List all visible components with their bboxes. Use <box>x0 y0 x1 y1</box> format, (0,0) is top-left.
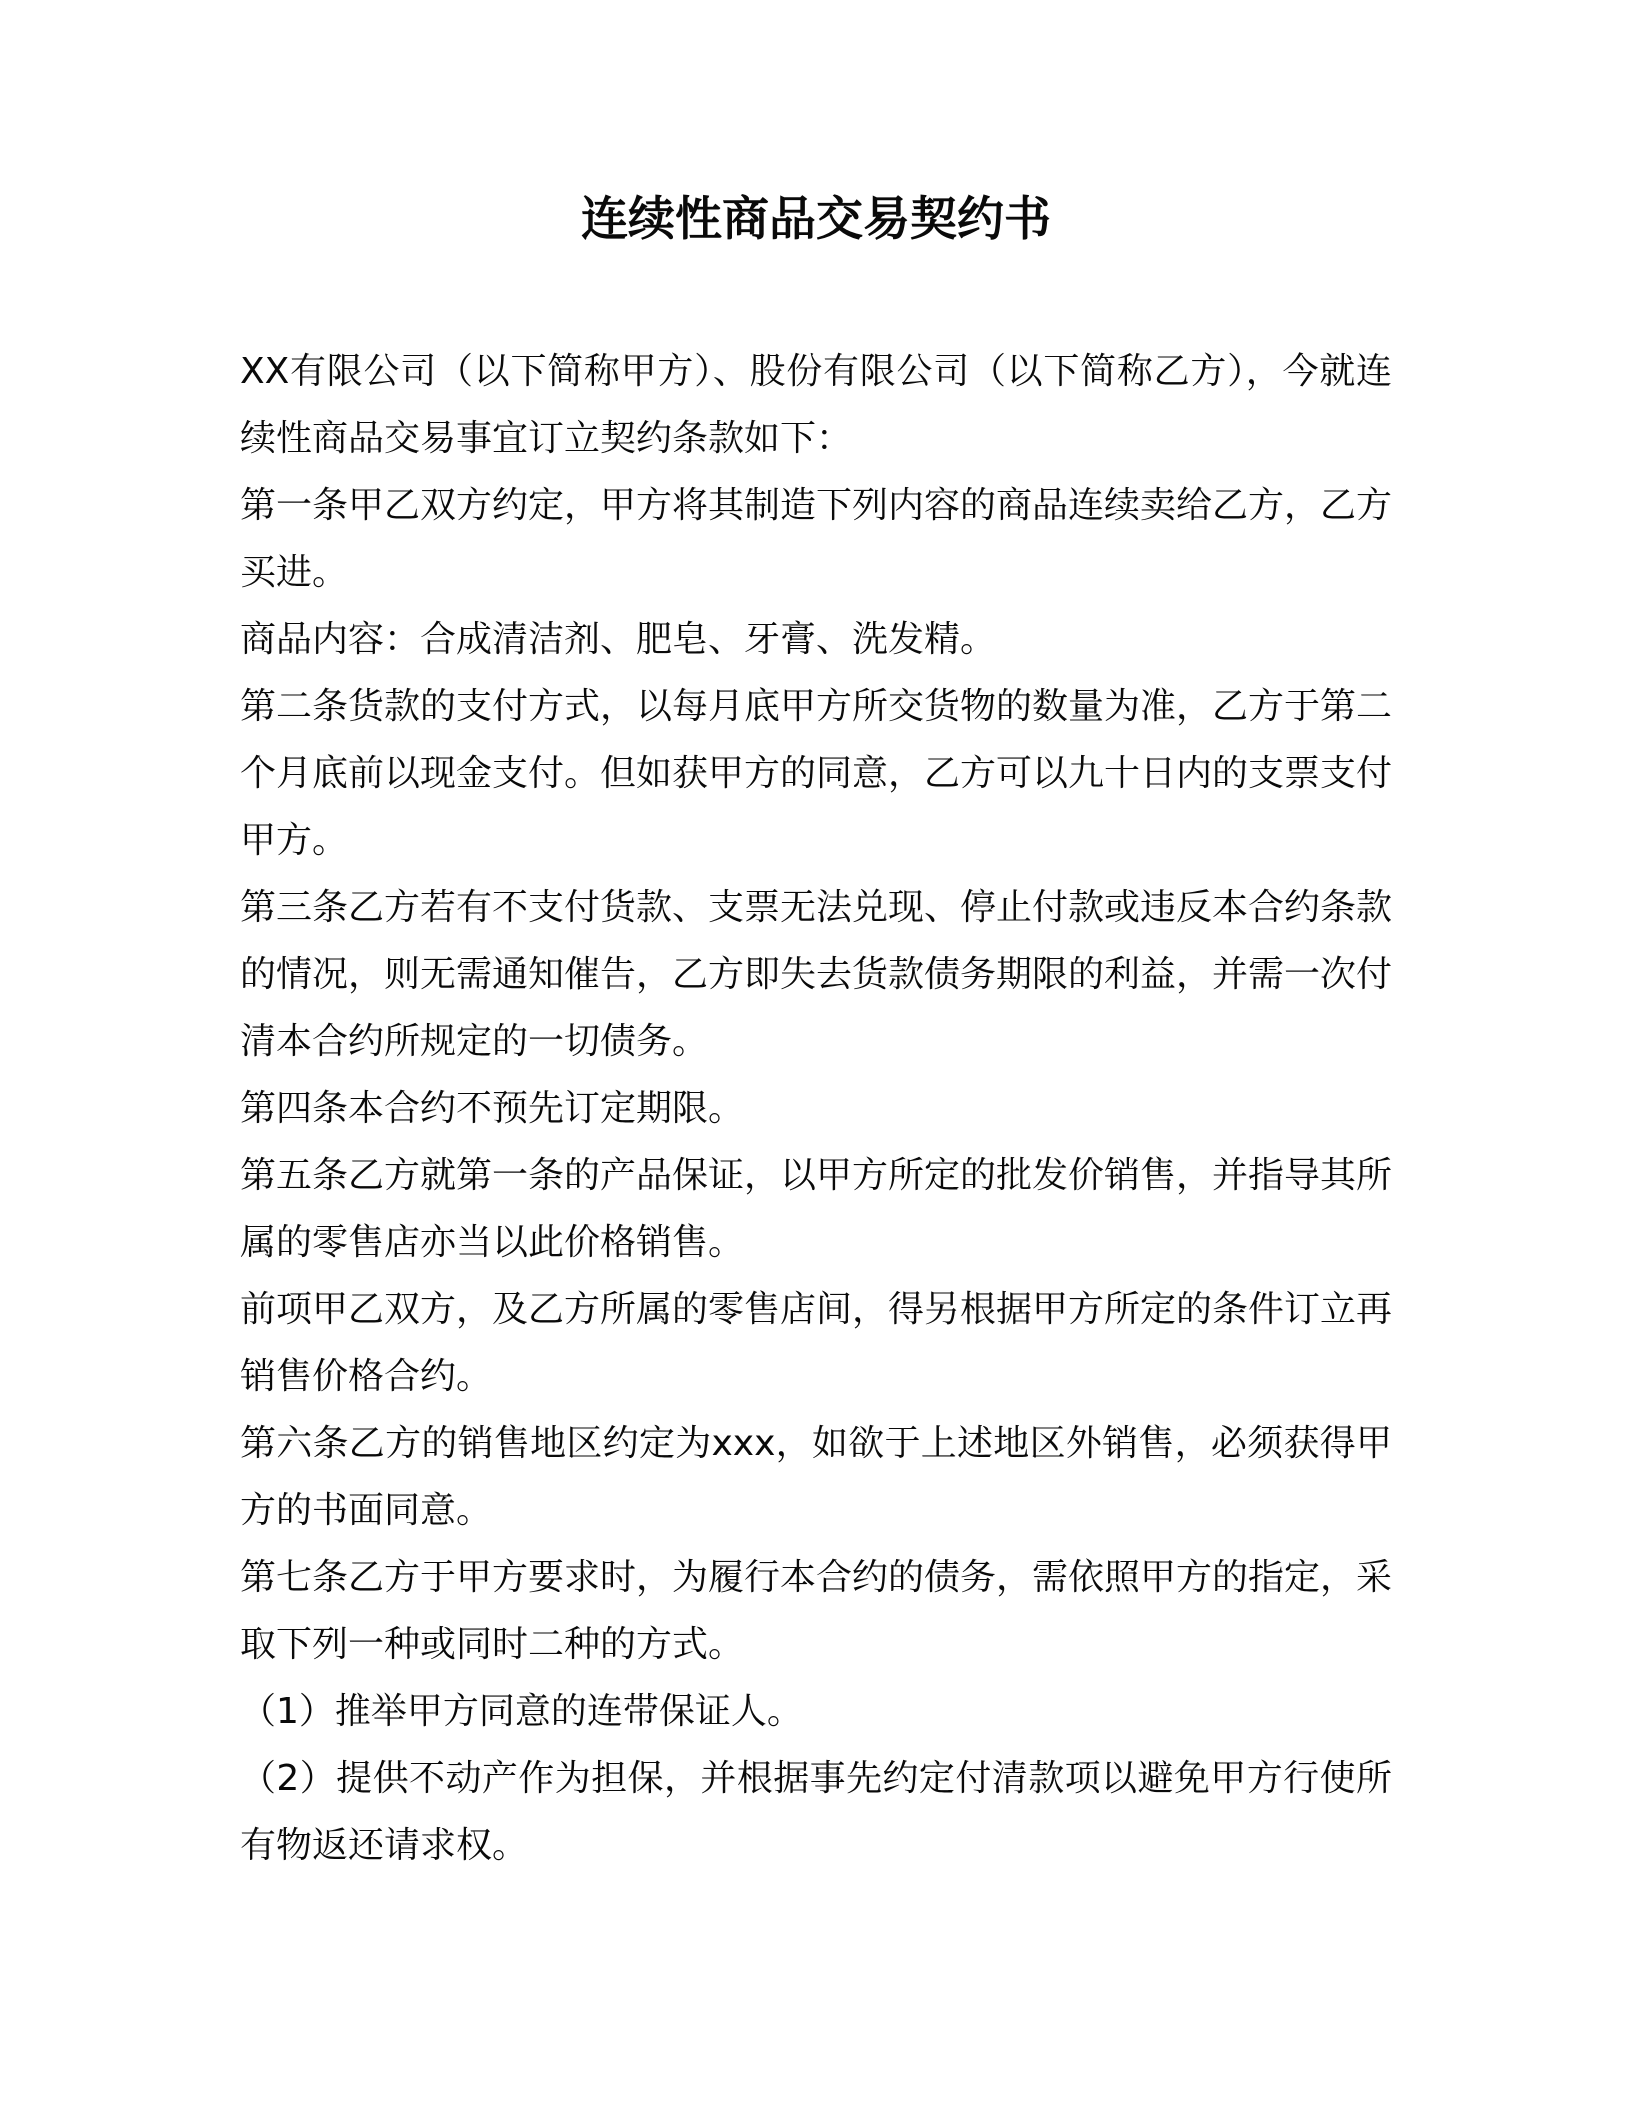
paragraph-goods-content: 商品内容：合成清洁剂、肥皂、牙膏、洗发精。 <box>240 619 997 660</box>
paragraph-article-2: 第二条货款的支付方式，以每月底甲方所交货物的数量为准，乙方于第二个月底前以现金支付。但如获甲方的同意，乙方可以九十日内的支票支付甲方。 <box>240 686 1393 861</box>
document-title: 连续性商品交易契约书 <box>581 192 1051 247</box>
paragraph-article-7-item-1: （1）推举甲方同意的连带保证人。 <box>240 1691 803 1732</box>
paragraph-article-5-supplement: 前项甲乙双方，及乙方所属的零售店间，得另根据甲方所定的条件订立再销售价格合约。 <box>240 1289 1393 1397</box>
paragraph-article-6: 第六条乙方的销售地区约定为xxx，如欲于上述地区外销售，必须获得甲方的书面同意。 <box>240 1423 1392 1531</box>
paragraph-article-1: 第一条甲乙双方约定，甲方将其制造下列内容的商品连续卖给乙方，乙方买进。 <box>240 485 1393 593</box>
paragraph-article-7-item-2: （2）提供不动产作为担保，并根据事先约定付清款项以避免甲方行使所有物返还请求权。 <box>240 1758 1392 1866</box>
document-body <box>240 338 1392 1879</box>
paragraph-preamble: XX有限公司（以下简称甲方）、股份有限公司（以下简称乙方），今就连续性商品交易事宜订立契约条款如下： <box>240 351 1392 459</box>
paragraph-article-4: 第四条本合约不预先订定期限。 <box>240 1088 745 1129</box>
paragraph-article-7: 第七条乙方于甲方要求时，为履行本合约的债务，需依照甲方的指定，采取下列一种或同时二种的方式。 <box>240 1557 1393 1665</box>
paragraph-article-3: 第三条乙方若有不支付货款、支票无法兑现、停止付款或违反本合约条款的情况，则无需通知催告，乙方即失去货款债务期限的利益，并需一次付清本合约所规定的一切债务。 <box>240 887 1393 1062</box>
paragraph-article-5: 第五条乙方就第一条的产品保证，以甲方所定的批发价销售，并指导其所属的零售店亦当以此价格销售。 <box>240 1155 1393 1263</box>
